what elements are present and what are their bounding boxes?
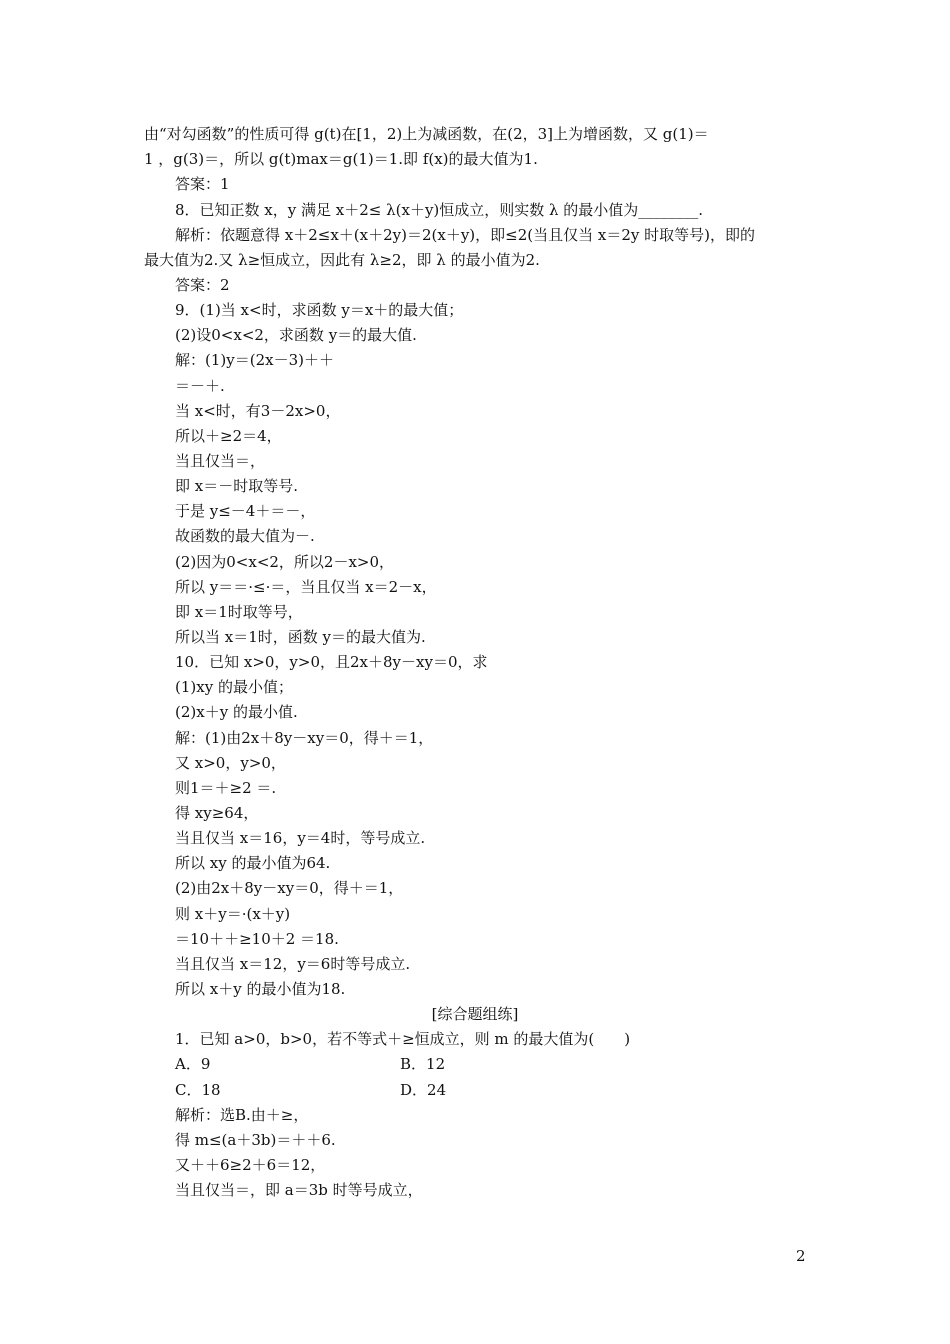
text-line: 答案：1 xyxy=(175,175,230,193)
text-line: 则 x＋y＝·(x＋y) xyxy=(175,905,291,923)
text-line: 当且仅当＝， xyxy=(175,452,266,470)
text-line: 1 ，g(3)＝，所以 g(t)max＝g(1)＝1.即 f(x)的最大值为1. xyxy=(144,150,538,168)
text-line: (2)x＋y 的最小值. xyxy=(175,703,298,721)
text-line: 得 m≤(a＋3b)＝＋＋6. xyxy=(175,1131,336,1149)
text-line: (2)因为0<x<2，所以2－x>0， xyxy=(175,553,395,571)
option-b: B．12 xyxy=(400,1055,446,1073)
text-line: 解析：依题意得 x＋2≤x＋(x＋2y)＝2(x＋y)，即≤2(当且仅当 x＝2y 时取等号)，即的 xyxy=(175,226,755,244)
text-line: 当且仅当 x＝16，y＝4时，等号成立. xyxy=(175,829,426,847)
question-8: 8．已知正数 x，y 满足 x＋2≤ λ(x＋y)恒成立，则实数 λ 的最小值为________. xyxy=(175,201,704,219)
text-line: 则1＝＋≥2 ＝. xyxy=(175,779,277,797)
text-line: 即 x＝1时取等号， xyxy=(175,603,303,621)
text-line: 当且仅当 x＝12，y＝6时等号成立. xyxy=(175,955,411,973)
text-line: 由“对勾函数”的性质可得 g(t)在[1，2)上为减函数，在(2，3]上为增函数，又 g(1)＝ xyxy=(144,125,709,143)
text-line: (2)设0<x<2，求函数 y＝的最大值. xyxy=(175,326,417,344)
text-line: 解：(1)由2x＋8y－xy＝0，得＋＝1， xyxy=(175,729,434,747)
text-line: 于是 y≤－4＋＝－， xyxy=(175,502,316,520)
option-c: C．18 xyxy=(175,1081,221,1099)
text-line: ＝－＋. xyxy=(175,377,225,395)
text-line: ＝10＋＋≥10＋2 ＝18. xyxy=(175,930,339,948)
text-line: 所以 y＝＝·≤·＝，当且仅当 x＝2－x， xyxy=(175,578,437,596)
text-line: 所以当 x＝1时，函数 y＝的最大值为. xyxy=(175,628,426,646)
text-line: (1)xy 的最小值； xyxy=(175,678,293,696)
text-line: 又＋＋6≥2＋6＝12， xyxy=(175,1156,326,1174)
question-9: 9．(1)当 x<时，求函数 y＝x＋的最大值； xyxy=(175,301,464,319)
text-line: 即 x＝－时取等号. xyxy=(175,477,298,495)
text-line: 解析：选B.由＋≥， xyxy=(175,1106,309,1124)
text-line: 所以＋≥2＝4， xyxy=(175,427,282,445)
text-line: (2)由2x＋8y－xy＝0，得＋＝1， xyxy=(175,879,404,897)
text-line: 故函数的最大值为－. xyxy=(175,527,315,545)
text-line: 答案：2 xyxy=(175,276,230,294)
section-heading: [综合题组练] xyxy=(431,1005,519,1023)
text-line: 所以 x＋y 的最小值为18. xyxy=(175,980,346,998)
question-10: 10．已知 x>0，y>0，且2x＋8y－xy＝0，求 xyxy=(175,653,488,671)
text-line: 得 xy≥64， xyxy=(175,804,259,822)
text-line: 又 x>0，y>0， xyxy=(175,754,286,772)
text-line: 当 x<时，有3－2x>0， xyxy=(175,402,341,420)
text-line: 解：(1)y＝(2x－3)＋＋ xyxy=(175,351,334,369)
text-line: 最大值为2.又 λ≥恒成立，因此有 λ≥2，即 λ 的最小值为2. xyxy=(144,251,540,269)
option-d: D．24 xyxy=(400,1081,447,1099)
text-line: 当且仅当＝，即 a＝3b 时等号成立， xyxy=(175,1181,423,1199)
page-number: 2 xyxy=(796,1247,806,1265)
question-1: 1．已知 a>0，b>0，若不等式＋≥恒成立，则 m 的最大值为( ) xyxy=(175,1030,631,1048)
option-a: A．9 xyxy=(175,1055,211,1073)
text-line: 所以 xy 的最小值为64. xyxy=(175,854,331,872)
